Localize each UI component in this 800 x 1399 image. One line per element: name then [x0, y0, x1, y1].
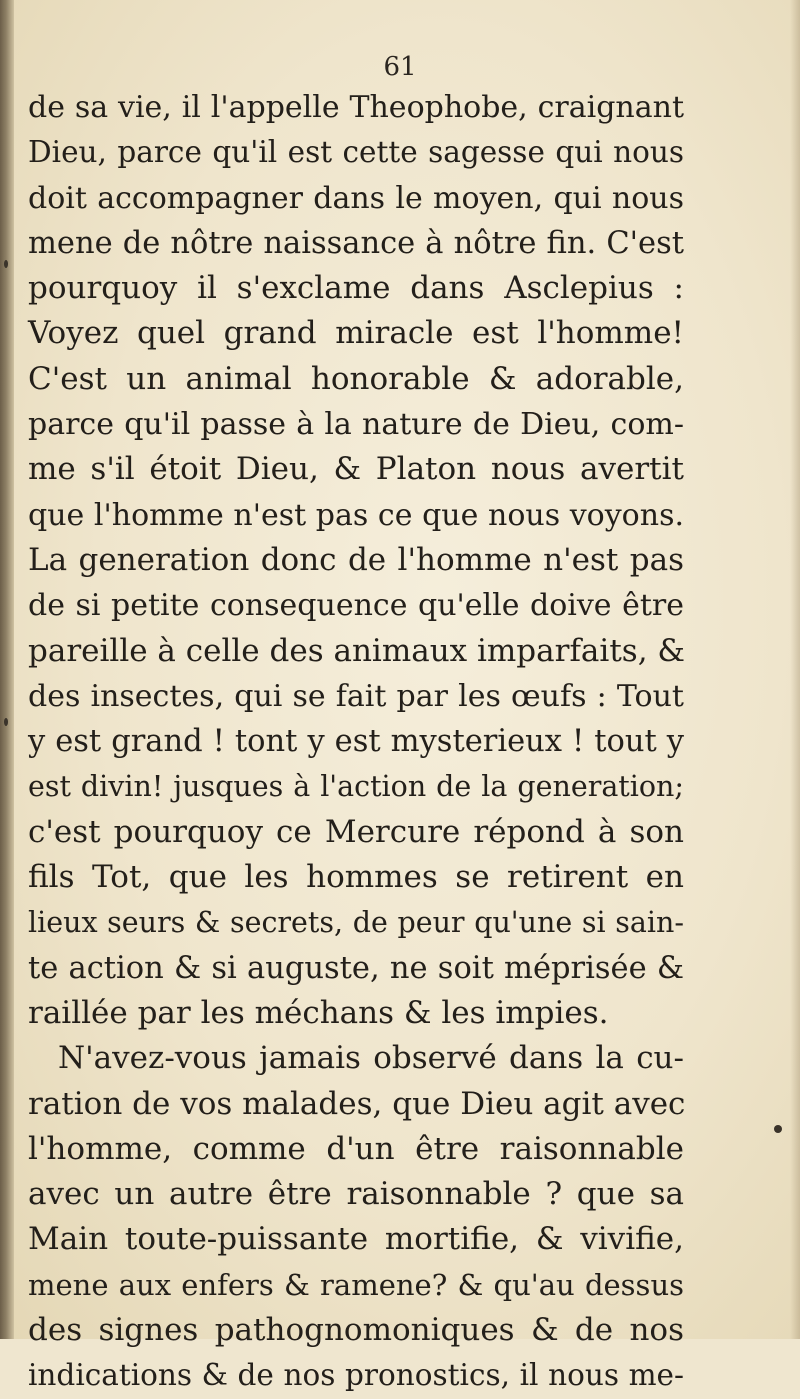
ink-speck: [774, 1125, 782, 1133]
text-line: fils Tot, que les hommes se retirent en: [28, 859, 684, 896]
binding-edge: [0, 0, 14, 1339]
text-line: mene de nôtre naissance à nôtre fin. C'est: [28, 225, 684, 261]
text-line: est divin! jusques à l'action de la generation;: [28, 770, 684, 804]
text-line: mene aux enfers & ramene? & qu'au dessus: [28, 1267, 684, 1302]
ink-speck: [4, 718, 8, 726]
text-line: pourquoy il s'exclame dans Asclepius :: [28, 270, 684, 307]
text-line: parce qu'il passe à la nature de Dieu, com-: [28, 407, 684, 443]
text-line: La generation donc de l'homme n'est pas: [28, 541, 684, 578]
page-edge-shadow: [790, 0, 800, 1339]
text-line: N'avez-vous jamais observé dans la cu-: [58, 1040, 684, 1077]
text-line: c'est pourquoy ce Mercure répond à son: [28, 813, 684, 850]
text-line: des signes pathognomoniques & de nos: [28, 1312, 684, 1349]
text-line: raillée par les méchans & les impies.: [28, 994, 609, 1031]
text-line: Main toute-puissante mortifie, & vivifie,: [28, 1221, 684, 1258]
text-line: doit accompagner dans le moyen, qui nous: [28, 180, 684, 216]
text-line: y est grand ! tont y est mysterieux ! tout y: [28, 724, 684, 760]
text-line: que l'homme n'est pas ce que nous voyons.: [28, 497, 684, 533]
page-number: 61: [383, 52, 417, 82]
text-line: de si petite consequence qu'elle doive être: [28, 588, 684, 624]
body-text: [28, 85, 684, 1399]
text-line: avec un autre être raisonnable ? que sa: [28, 1176, 684, 1213]
text-line: des insectes, qui se fait par les œufs : Tout: [28, 678, 684, 714]
text-line: lieux seurs & secrets, de peur qu'une si sain-: [28, 906, 684, 940]
ink-speck: [4, 260, 8, 268]
text-line: me s'il étoit Dieu, & Platon nous avertit: [28, 451, 684, 488]
text-line: Dieu, parce qu'il est cette sagesse qui nous: [28, 135, 684, 170]
text-line: indications & de nos pronostics, il nous me-: [28, 1358, 684, 1393]
text-line: Voyez quel grand miracle est l'homme!: [28, 315, 684, 352]
text-line: ration de vos malades, que Dieu agit avec: [28, 1085, 686, 1122]
text-line: pareille à celle des animaux imparfaits, &: [28, 632, 685, 669]
text-line: C'est un animal honorable & adorable,: [28, 360, 684, 397]
text-line: l'homme, comme d'un être raisonnable: [28, 1130, 684, 1167]
text-line: te action & si auguste, ne soit méprisée &: [28, 950, 684, 986]
text-line: de sa vie, il l'appelle Theophobe, craignant: [28, 90, 684, 125]
